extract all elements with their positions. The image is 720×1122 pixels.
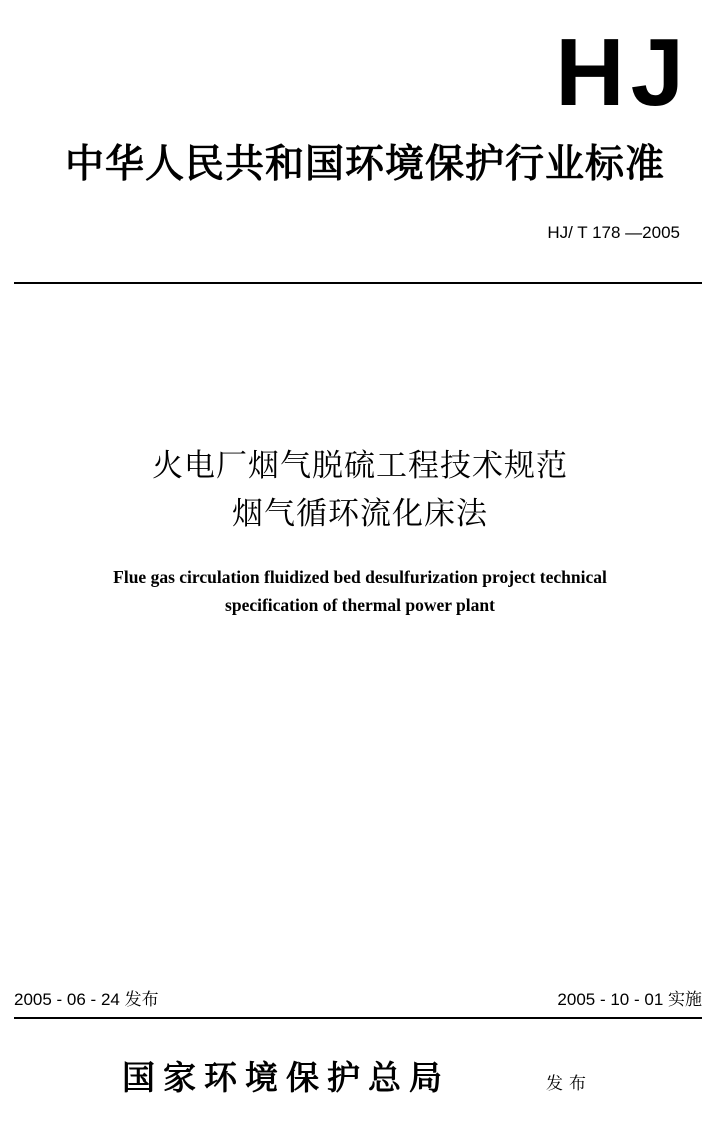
publish-label: 发布 [546,1074,592,1094]
en-title-line2: specification of thermal power plant [225,595,495,615]
hj-logo: HJ [555,19,690,126]
bottom-divider [14,1017,702,1019]
cn-title-line1: 火电厂烟气脱硫工程技术规范 [152,448,568,484]
effective-date: 2005 - 10 - 01 实施 [557,990,702,1009]
publisher-name: 国家环境保护总局 [122,1058,450,1097]
en-title-line1: Flue gas circulation fluidized bed desulfurization project technical [113,567,607,587]
cn-title-line2: 烟气循环流化床法 [232,496,488,532]
top-divider [14,282,702,284]
org-title: 中华人民共和国环境保护行业标准 [64,141,665,187]
standard-number: HJ/ T 178 —2005 [547,223,680,242]
issue-date: 2005 - 06 - 24 发布 [14,990,159,1009]
